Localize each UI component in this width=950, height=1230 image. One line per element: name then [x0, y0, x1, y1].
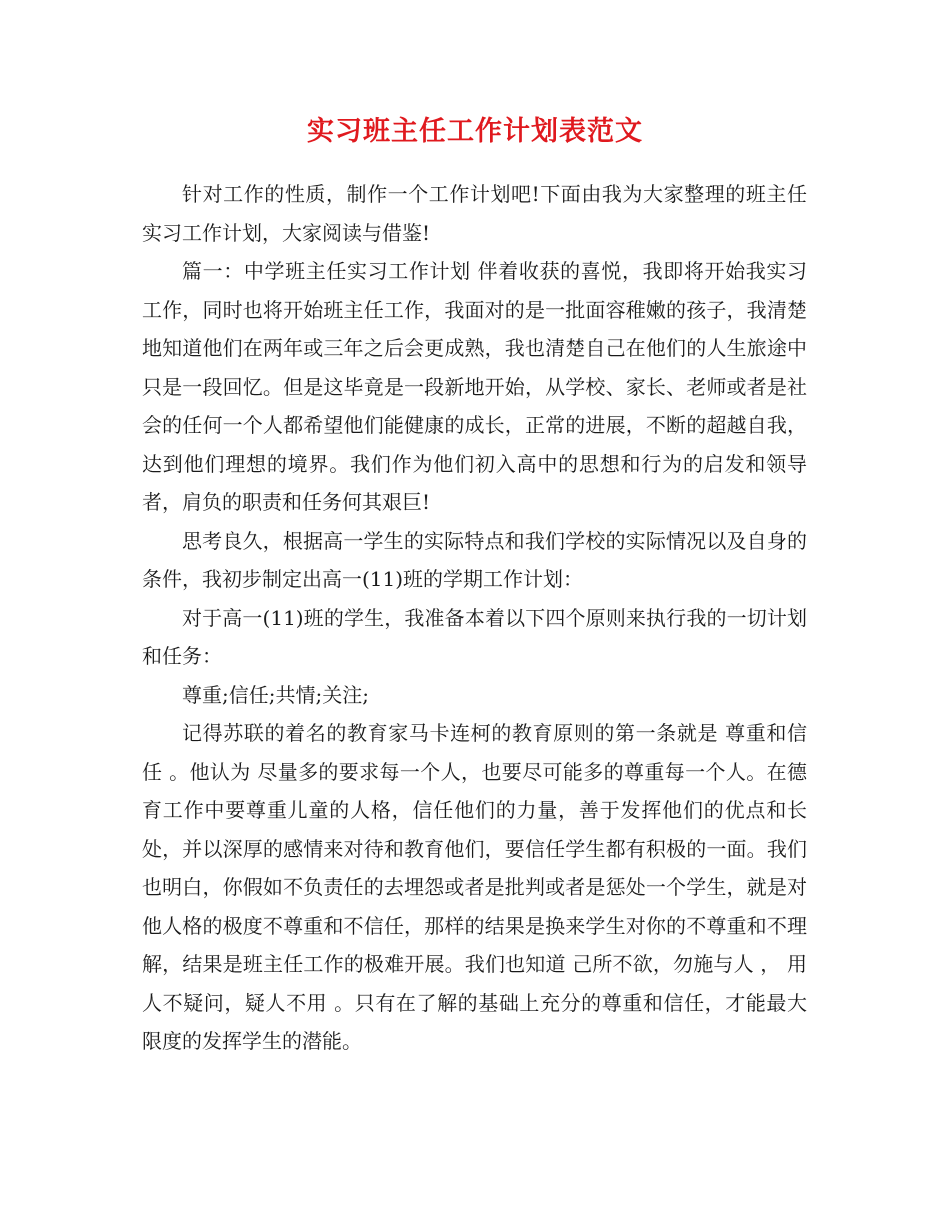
document-body	[142, 175, 807, 1061]
paragraph-principles-intro: 对于高一(11)班的学生，我准备本着以下四个原则来执行我的一切计划和任务：	[142, 605, 807, 668]
paragraph-intro: 针对工作的性质，制作一个工作计划吧!下面由我为大家整理的班主任实习工作计划，大家阅读与借鉴!	[142, 182, 807, 245]
paragraph-planning: 思考良久，根据高一学生的实际特点和我们学校的实际情况以及自身的条件，我初步制定出高一(11)班的学期工作计划：	[142, 528, 807, 591]
paragraph-chapter-one: 篇一：中学班主任实习工作计划 伴着收获的喜悦，我即将开始我实习工作，同时也将开始班主任工作，我面对的是一批面容稚嫩的孩子，我清楚地知道他们在两年或三年之后会更成熟，我也清楚自己在他们的人生旅途中只是一段回忆。但是这毕竟是一段新地开始，从学校、家长、老师或者是社会的任何一个人都希望他们能健康的成长，正常的进展，不断的超越自我，达到他们理想的境界。我们作为他们初入高中的思想和行为的启发和领导者，肩负的职责和任务何其艰巨!	[142, 259, 807, 514]
document-title: 实习班主任工作计划表范文	[307, 116, 643, 147]
paragraph-principles-list: 尊重;信任;共情;关注;	[182, 682, 369, 707]
paragraph-respect-trust: 记得苏联的着名的教育家马卡连柯的教育原则的第一条就是 尊重和信任 。他认为 尽量多的要求每一个人，也要尽可能多的尊重每一个人。在德育工作中要尊重儿童的人格，信任他们的力量，善于发挥他们的优点和长处，并以深厚的感情来对待和教育他们，要信任学生都有积极的一面。我们也明白，你假如不负责任的去埋怨或者是批判或者是惩处一个学生，就是对他人格的极度不尊重和不信任，那样的结果是换来学生对你的不尊重和不理解，结果是班主任工作的极难开展。我们也知道 己所不欲，勿施与人 ， 用人不疑问，疑人不用 。只有在了解的基础上充分的尊重和信任，才能最大限度的发挥学生的潜能。	[142, 721, 807, 1053]
